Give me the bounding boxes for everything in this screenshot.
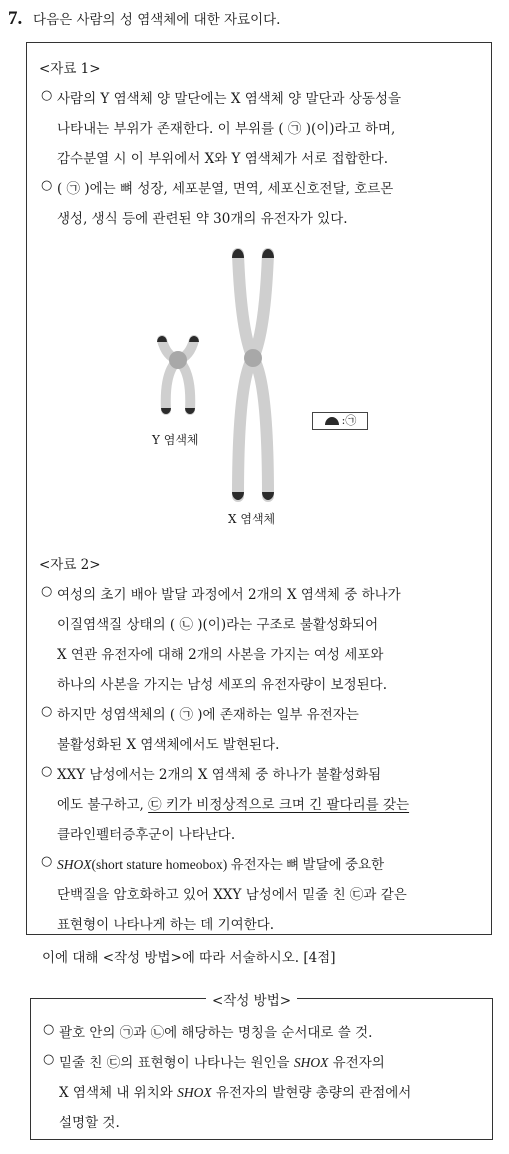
method-item-2-c: 유전자의 bbox=[328, 1055, 385, 1071]
chromosome-figure bbox=[110, 232, 430, 532]
data2-b3-line2-a: 에도 불구하고, bbox=[57, 797, 149, 813]
chromosome-diagram bbox=[110, 232, 430, 532]
data1-label: <자료 1> bbox=[39, 61, 101, 77]
y-centromere bbox=[169, 351, 187, 369]
data2-b2-line1: 하지만 성염색체의 ( ㉠ )에 존재하는 일부 유전자는 bbox=[57, 707, 359, 723]
bullet-icon: ○ bbox=[41, 88, 53, 103]
data2-b1-line3: X 연관 유전자에 대해 2개의 사본을 가지는 여성 세포와 bbox=[57, 647, 384, 663]
underlined-phenotype: ㉢ 키가 비정상적으로 크며 긴 팔다리를 갖는 bbox=[148, 797, 410, 813]
method-box bbox=[30, 993, 493, 1140]
dark-half-circle-icon bbox=[324, 416, 340, 426]
data2-b1-line2: 이질염색질 상태의 ( ㉡ )(이)라는 구조로 불활성화되어 bbox=[57, 617, 379, 633]
data2-b4-line1-b: (short stature homeobox) 유전자는 뼈 발달에 중요한 bbox=[91, 857, 385, 872]
shox-gene-name: SHOX bbox=[177, 1085, 212, 1100]
question-number: 7. bbox=[8, 8, 23, 29]
data1-b1-line2: 나타내는 부위가 존재한다. 이 부위를 ( ㉠ )(이)라고 하며, bbox=[57, 121, 396, 137]
method-item-2-e: 유전자의 발현량 총량의 관점에서 bbox=[211, 1085, 412, 1101]
x-chromosome-label: X 염색체 bbox=[228, 512, 276, 526]
data1-b2-line2: 생성, 생식 등에 관련된 약 30개의 유전자가 있다. bbox=[57, 211, 348, 227]
data1-b2-line1: ( ㉠ )에는 뼈 성장, 세포분열, 면역, 세포신호전달, 호르몬 bbox=[57, 181, 394, 197]
y-chromosome bbox=[157, 336, 199, 414]
bullet-icon: ○ bbox=[41, 704, 53, 719]
method-title: <작성 방법> bbox=[206, 989, 297, 1009]
bullet-icon: ○ bbox=[43, 1022, 55, 1037]
x-centromere bbox=[244, 349, 262, 367]
data1-b1-line1: 사람의 Y 염색체 양 말단에는 X 염색체 양 말단과 상동성을 bbox=[57, 91, 402, 107]
data2-b4-line3: 표현형이 나타나게 하는 데 기여한다. bbox=[57, 917, 275, 933]
data2-b1-line1: 여성의 초기 배아 발달 과정에서 2개의 X 염색체 중 하나가 bbox=[57, 587, 401, 603]
method-item-2-line2 bbox=[59, 1081, 411, 1101]
legend-label: :㉠ bbox=[341, 414, 357, 427]
x-chromosome bbox=[232, 249, 274, 500]
data2-b3-line2 bbox=[57, 793, 409, 813]
method-item-2-d: X 염색체 내 위치와 bbox=[59, 1085, 178, 1101]
bullet-icon: ○ bbox=[41, 854, 53, 869]
data1-b1-line3: 감수분열 시 이 부위에서 X와 Y 염색체가 서로 접합한다. bbox=[57, 151, 389, 167]
method-item-1: 괄호 안의 ㉠과 ㉡에 해당하는 명칭을 순서대로 쓸 것. bbox=[59, 1025, 373, 1041]
data2-b2-line2: 불활성화된 X 염색체에서도 발현된다. bbox=[57, 737, 280, 753]
data2-b4-line1 bbox=[57, 853, 384, 873]
instruction-text: 이에 대해 <작성 방법>에 따라 서술하시오. [4점] bbox=[42, 950, 336, 966]
data2-b3-line1: XXY 남성에서는 2개의 X 염색체 중 하나가 불활성화됨 bbox=[57, 767, 382, 783]
method-item-2-line3: 설명할 것. bbox=[59, 1115, 120, 1131]
data2-label: <자료 2> bbox=[39, 557, 101, 573]
data2-b3-line3: 클라인펠터증후군이 나타난다. bbox=[57, 827, 236, 843]
bullet-icon: ○ bbox=[41, 764, 53, 779]
data2-b4-line2: 단백질을 암호화하고 있어 XXY 남성에서 밑줄 친 ㉢과 같은 bbox=[57, 887, 407, 903]
bullet-icon: ○ bbox=[41, 584, 53, 599]
question-title: 다음은 사람의 성 염색체에 대한 자료이다. bbox=[33, 12, 281, 28]
y-chromosome-label: Y 염색체 bbox=[152, 433, 199, 447]
shox-gene-name: SHOX bbox=[293, 1055, 329, 1070]
shox-gene-name: SHOX bbox=[57, 857, 92, 872]
question-header bbox=[8, 8, 280, 30]
data2-b1-line4: 하나의 사본을 가지는 남성 세포의 유전자량이 보정된다. bbox=[57, 677, 387, 693]
bullet-icon: ○ bbox=[41, 178, 53, 193]
bullet-icon: ○ bbox=[43, 1052, 55, 1067]
method-item-2-a: 밑줄 친 ㉢의 표현형이 나타나는 원인을 bbox=[59, 1055, 294, 1071]
legend-box bbox=[312, 412, 368, 430]
method-item-2-line1 bbox=[59, 1051, 385, 1071]
